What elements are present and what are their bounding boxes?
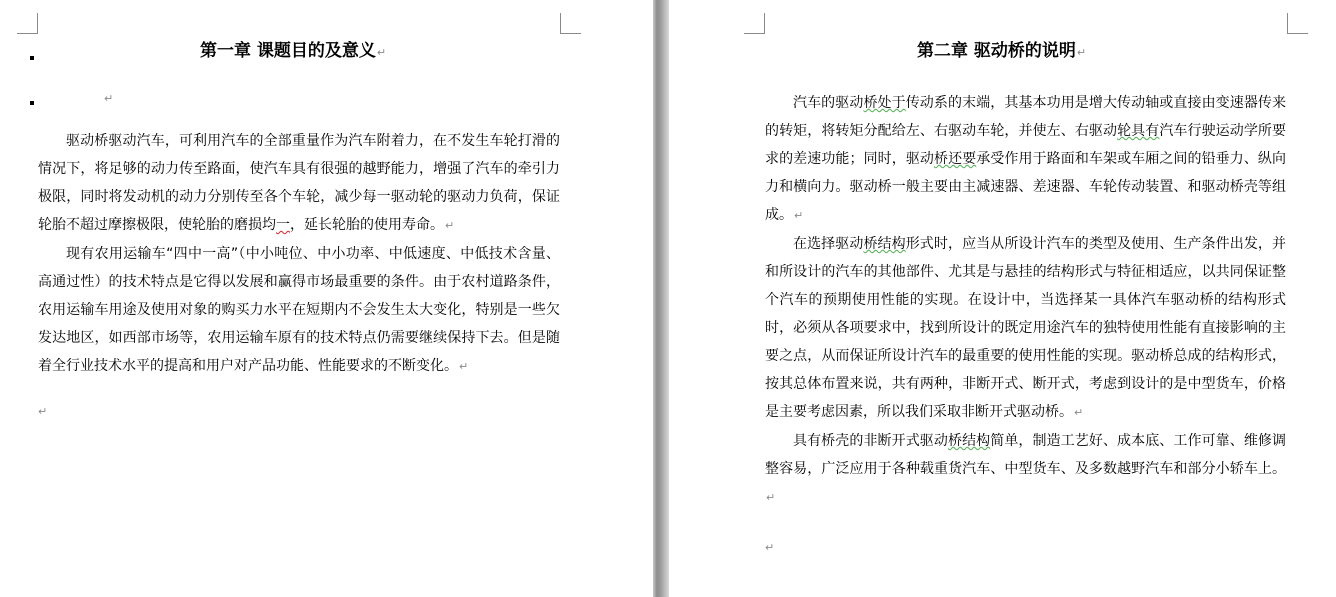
body-paragraph xyxy=(765,427,1286,512)
body-paragraph xyxy=(38,240,560,381)
page-corner-mark xyxy=(560,13,581,34)
document-page-left xyxy=(0,0,653,597)
paragraph-mark: ↵ xyxy=(794,209,804,222)
paragraph-mark: ↵ xyxy=(38,405,48,418)
paragraph-mark: ↵ xyxy=(459,360,469,373)
document-body[interactable] xyxy=(765,89,1286,512)
chapter-heading[interactable] xyxy=(917,40,1086,64)
body-paragraph xyxy=(765,230,1286,427)
chapter-heading-text: 第二章 驱动桥的说明 xyxy=(917,41,1076,61)
paragraph-mark: ↵ xyxy=(445,219,455,232)
list-bullet xyxy=(30,101,34,105)
spellcheck-flagged-text: 一 xyxy=(276,217,290,233)
paragraph-text: 在选择驱动 xyxy=(793,236,864,252)
page-corner-mark xyxy=(744,13,765,34)
spellcheck-flagged-text: 桥还要 xyxy=(934,151,977,167)
paragraph-mark: ↵ xyxy=(766,491,776,504)
document-body[interactable] xyxy=(38,127,560,381)
spellcheck-flagged-text: 桥结构 xyxy=(947,433,991,449)
body-paragraph xyxy=(765,89,1286,230)
paragraph-text: 汽车行驶运动学所要求的差速功能；同时，驱动 xyxy=(765,123,1287,167)
paragraph-text: 形式时，应当从所设计汽车的类型及使用、生产条件出发，并和所设计的汽车的其他部件、尤其是与悬挂的结构形式与特征相适应，以共同保证整个汽车的预期使用性能的实现。在设计中，当选择某一具体汽车驱动桥的结构形式时，必须从各项要求中，找到所设计的既定用途汽车的独特使用性能有直接影响的主要之点，从而保证所设计汽车的最重要的使用性能的实现。驱动桥总成的结构形式，按其总体布置来说，共有两种，非断开式、断开式，考虑到设计的是中型货车，价格是主要考虑因素，所以我们采取非断开式驱动桥。 xyxy=(765,236,1287,420)
spellcheck-flagged-text: 轮具有 xyxy=(1117,123,1160,139)
paragraph-mark: ↵ xyxy=(104,92,114,105)
paragraph-mark: ↵ xyxy=(1074,406,1084,419)
paragraph-text: 承受作用于路面和车架或车厢之间的铅垂力、纵向力和横向力。驱动桥一般主要由主减速器、差速器、车轮传动装置、和驱动桥壳等组成。 xyxy=(765,151,1286,223)
paragraph-text: 驱动桥驱动汽车，可利用汽车的全部重量作为汽车附着力，在不发生车轮打滑的情况下，将足够的动力传至路面，使汽车具有很强的越野能力，增强了汽车的牵引力极限，同时将发动机的动力分别传至各个车轮，减少每一驱动轮的驱动力负荷，保证轮胎不超过摩擦极限，使轮胎的磨损均 xyxy=(38,133,560,233)
page-corner-mark xyxy=(1287,13,1308,34)
chapter-heading[interactable] xyxy=(200,40,386,64)
paragraph-text: 简单，制造工艺好、成本底、工作可靠、维修调整容易，广泛应用于各种载重货汽车、中型货车、及多数越野汽车和部分小轿车上。 xyxy=(765,433,1287,477)
page-corner-mark xyxy=(17,13,38,34)
paragraph-text: 传动系的末端，其基本功用是增大传动轴或直接由变速器传来的转矩，将转矩分配给左、右驱动车轮，并使左、右驱动 xyxy=(765,95,1287,139)
paragraph-text: 汽车的驱动 xyxy=(793,95,864,111)
paragraph-text: 现有农用运输车“四中一高”（中小吨位、中小功率、中低速度、中低技术含量、高通过性）的技术特点是它得以发展和赢得市场最重要的条件。由于农村道路条件，农用运输车用途及使用对象的购买力水平在短期内不会发生太大变化，特别是一些欠发达地区，如西部市场等，农用运输车原有的技术特点仍需要继续保持下去。但是随着全行业技术水平的提高和用户对产品功能、性能要求的不断变化。 xyxy=(38,246,560,374)
paragraph-mark: ↵ xyxy=(765,541,775,554)
body-paragraph xyxy=(38,127,560,240)
paragraph-mark: ↵ xyxy=(376,46,387,59)
paragraph-text: 具有桥壳的非断开式驱动 xyxy=(793,433,948,449)
document-page-right xyxy=(669,0,1336,597)
list-bullet xyxy=(30,56,34,60)
spellcheck-flagged-text: 桥结构 xyxy=(863,236,906,252)
page-gutter xyxy=(653,0,669,597)
chapter-heading-text: 第一章 课题目的及意义 xyxy=(200,41,376,61)
paragraph-text: ，延长轮胎的使用寿命。 xyxy=(290,217,444,233)
paragraph-mark: ↵ xyxy=(1076,46,1087,59)
spellcheck-flagged-text: 桥处于 xyxy=(863,95,906,111)
